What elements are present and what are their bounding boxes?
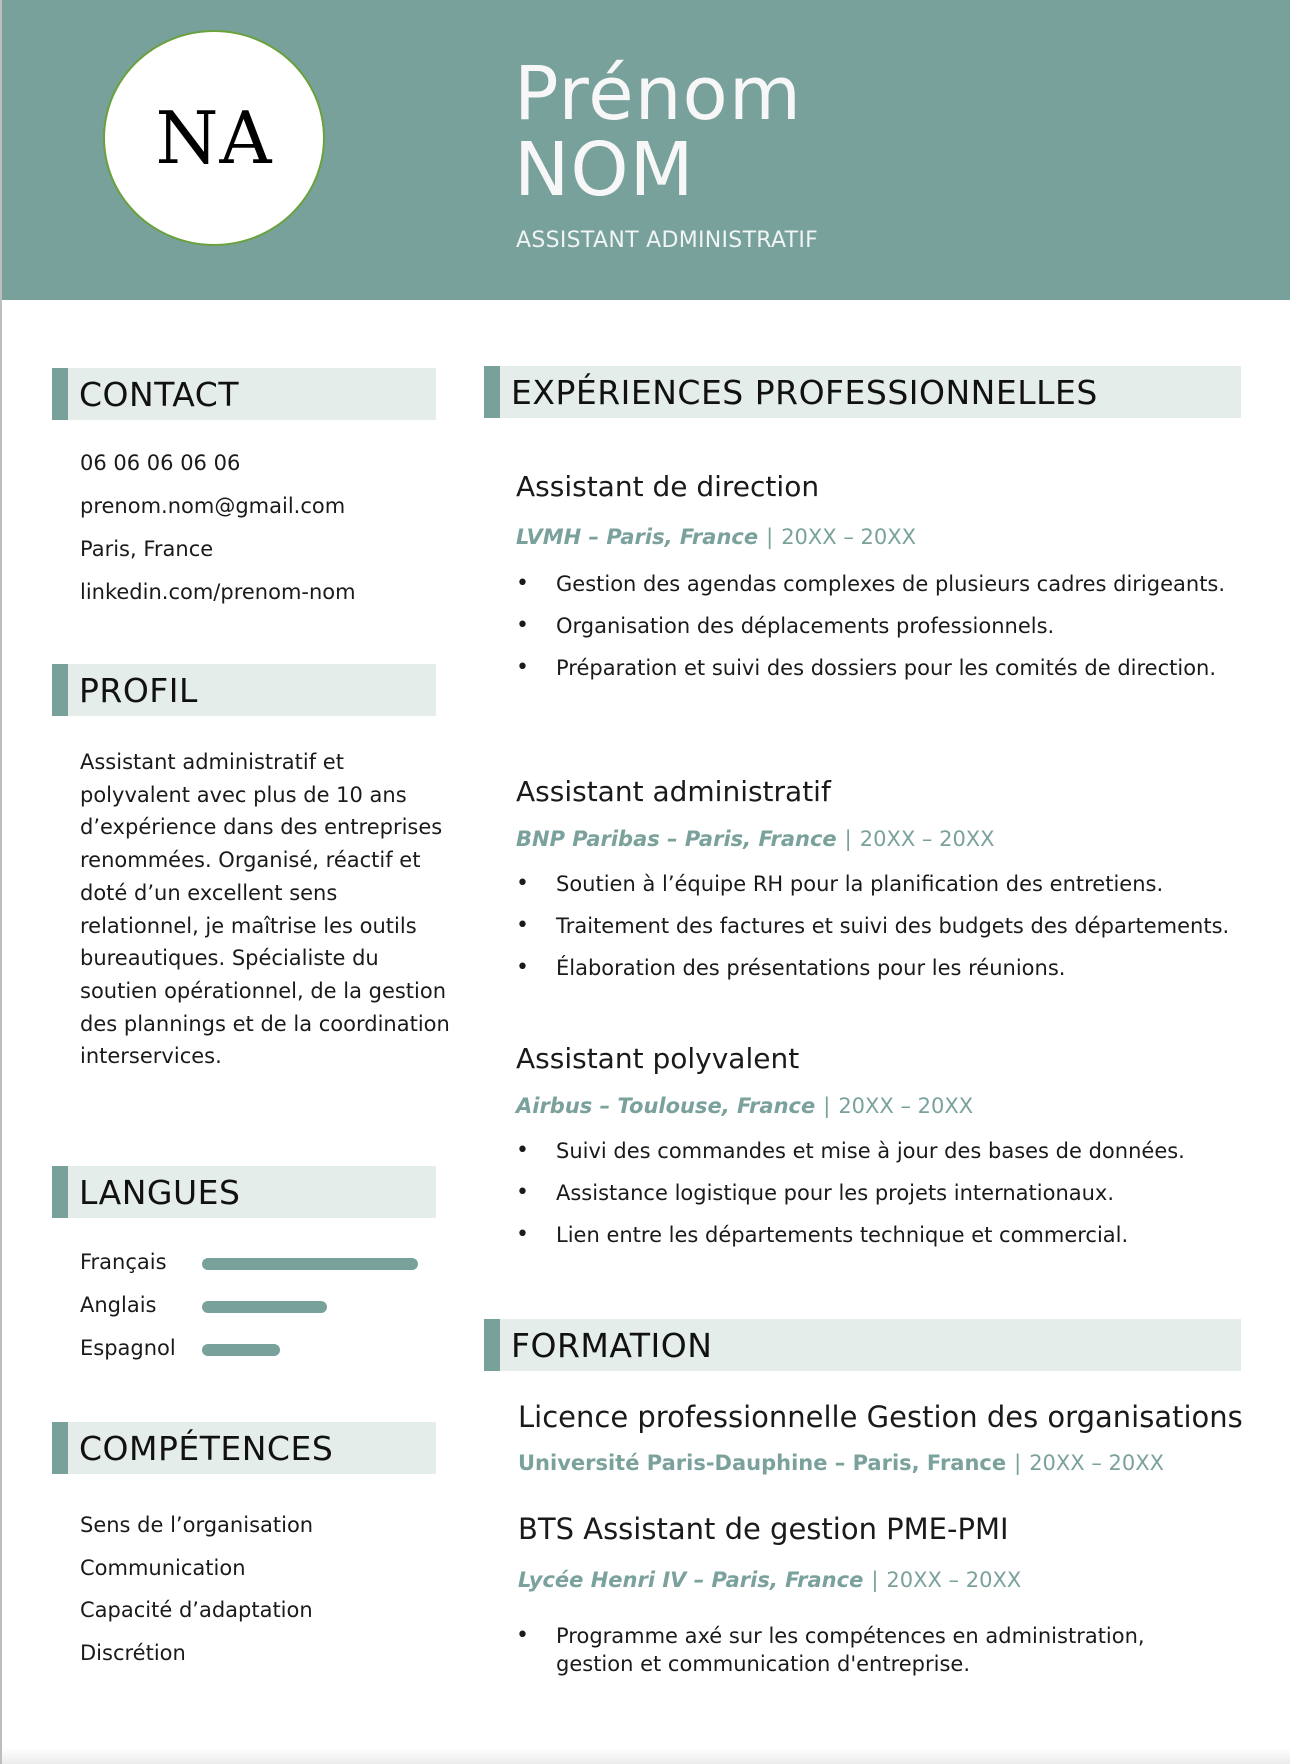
competence-item: Communication [80,1555,246,1580]
language-row [80,1332,440,1375]
page-bottom-edge [2,1748,1290,1764]
bullet-item: • Élaboration des présentations pour les réunions. [516,954,1256,982]
language-name: Espagnol [80,1336,176,1360]
job-title-entry: Assistant de direction [516,470,820,503]
formation-title: BTS Assistant de gestion PME-PMI [518,1512,1009,1546]
profil-text: Assistant administratif et polyvalent avec plus de 10 ans d’expérience dans des entreprises renommées. Organisé, réactif et doté d’un excellent sens relationnel, je maîtrise les outils bureautiques. Spécialiste du soutien opérationnel, de la gestion des plannings et de la coordination interservices. [80,750,450,1069]
profil-section-header [52,664,436,716]
job-title-entry: Assistant polyvalent [516,1042,800,1075]
formation-title: Licence professionnelle Gestion des organisations [518,1400,1243,1434]
competence-item: Discrétion [80,1640,186,1665]
bullet-item: • Gestion des agendas complexes de plusieurs cadres dirigeants. [516,570,1256,598]
experiences-section-header [484,366,1241,418]
section-accent-bar [52,368,68,420]
bullet-item: • Lien entre les départements technique et commercial. [516,1221,1256,1249]
formation-school: Lycée Henri IV – Paris, France [518,1568,864,1592]
job-dates: 20XX – 20XX [838,1094,974,1118]
language-row [80,1289,440,1332]
section-accent-bar [52,664,68,716]
meta-separator: | [871,1568,879,1592]
job-company: BNP Paribas – Paris, France [516,827,837,851]
language-name: Anglais [80,1293,157,1317]
competence-item: Sens de l’organisation [80,1513,314,1537]
first-name: Prénom [514,51,802,137]
bullet-item: • Traitement des factures et suivi des budgets des départements. [516,912,1256,940]
header-banner [2,0,1290,300]
contact-location: Paris, France [80,537,214,561]
formation-dates: 20XX – 20XX [1029,1451,1165,1475]
job-company: LVMH – Paris, France [516,525,759,549]
meta-separator: | [823,1094,831,1118]
initials: NA [155,96,273,180]
formation-school: Université Paris-Dauphine – Paris, France [518,1451,1007,1475]
language-level-bar [202,1258,418,1270]
section-accent-bar [484,366,500,418]
section-accent-bar [52,1422,68,1474]
formation-bullets [516,1622,1216,1692]
language-level-track [202,1344,418,1356]
bullet-item: • Soutien à l’équipe RH pour la planification des entretiens. [516,870,1256,898]
job-dates: 20XX – 20XX [859,827,995,851]
job-company: Airbus – Toulouse, France [516,1094,816,1118]
contact-email: prenom.nom@gmail.com [80,494,346,518]
bullet-item: • Assistance logistique pour les projets internationaux. [516,1179,1256,1207]
job-meta [516,1094,973,1118]
language-row [80,1246,440,1289]
contact-section-header [52,368,436,420]
job-title: ASSISTANT ADMINISTRATIF [516,228,819,253]
meta-separator: | [766,525,774,549]
competences-list [80,1508,313,1678]
bullet-item: • Préparation et suivi des dossiers pour les comités de direction. [516,654,1256,682]
job-meta [516,525,916,549]
job-title-entry: Assistant administratif [516,775,831,808]
job-meta [516,827,995,851]
language-level-bar [202,1344,280,1356]
language-level-bar [202,1301,327,1313]
contact-heading: CONTACT [79,374,239,414]
job-bullets [516,570,1256,696]
language-level-track [202,1258,418,1270]
formation-meta [518,1568,1021,1592]
formation-section-header [484,1319,1241,1371]
formation-dates: 20XX – 20XX [886,1568,1022,1592]
profil-heading: PROFIL [79,670,198,710]
job-bullets [516,870,1256,996]
last-name: NOM [514,127,695,213]
bullet-item: • Programme axé sur les compétences en administration, gestion et communication d'entreprise. [516,1622,1216,1678]
job-dates: 20XX – 20XX [781,525,917,549]
langues-section-header [52,1166,436,1218]
formation-meta [518,1451,1164,1475]
experiences-heading: EXPÉRIENCES PROFESSIONNELLES [511,372,1098,412]
langues-list [80,1246,440,1375]
bullet-item: • Organisation des déplacements professionnels. [516,612,1256,640]
formation-heading: FORMATION [511,1325,713,1365]
competences-heading: COMPÉTENCES [79,1428,334,1468]
section-accent-bar [484,1319,500,1371]
meta-separator: | [844,827,852,851]
competence-item: Capacité d’adaptation [80,1598,313,1622]
contact-list [80,446,356,618]
language-name: Français [80,1250,167,1274]
contact-linkedin: linkedin.com/prenom-nom [80,580,356,604]
bullet-item: • Suivi des commandes et mise à jour des bases de données. [516,1137,1256,1165]
contact-phone: 06 06 06 06 06 [80,451,241,475]
initials-avatar [103,30,325,246]
competences-section-header [52,1422,436,1474]
section-accent-bar [52,1166,68,1218]
job-bullets [516,1137,1256,1263]
language-level-track [202,1301,418,1313]
langues-heading: LANGUES [79,1172,241,1212]
meta-separator: | [1014,1451,1022,1475]
